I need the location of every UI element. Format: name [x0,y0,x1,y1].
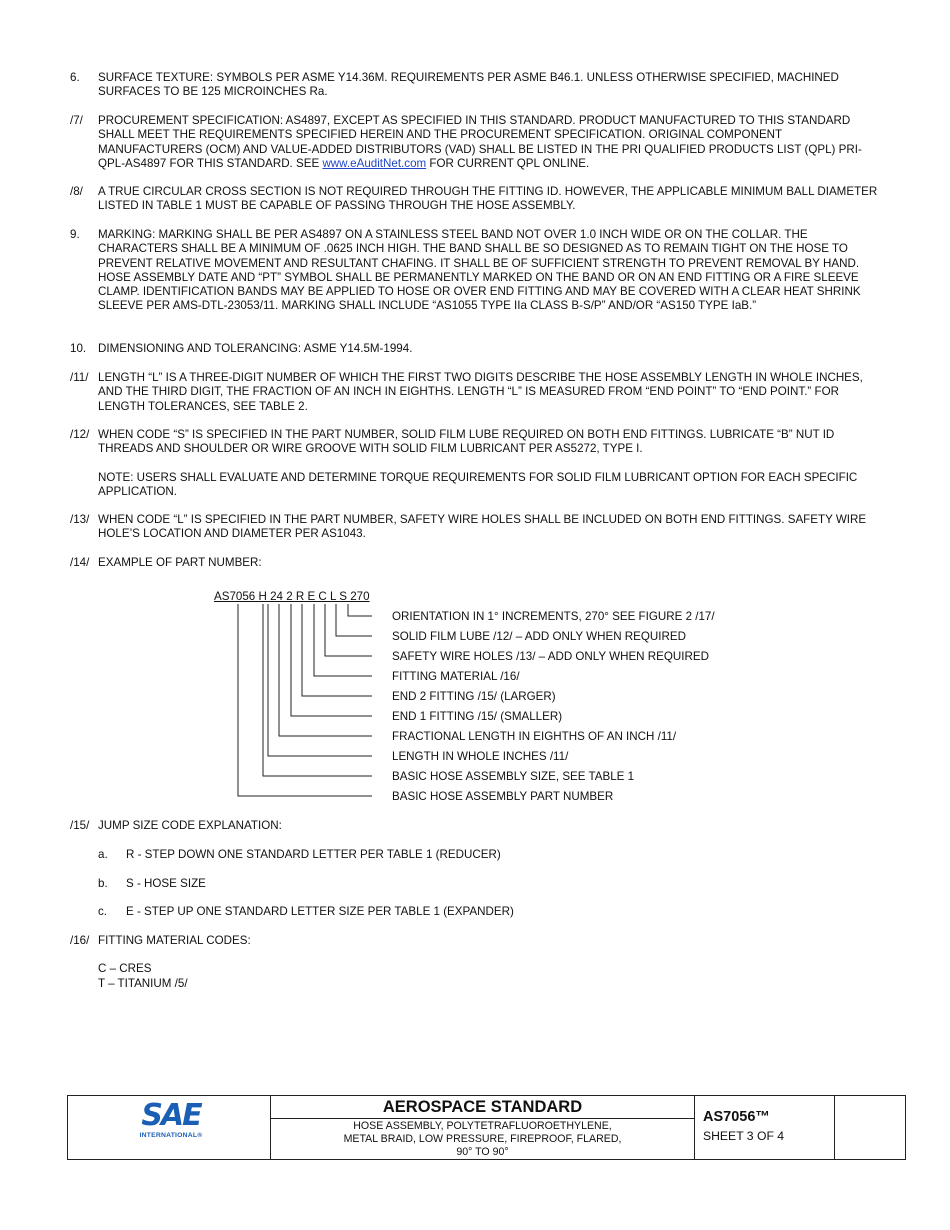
note-number: /16/ [70,934,90,947]
document-id: AS7056™ [703,1109,770,1125]
legend-whole-length: LENGTH IN WHOLE INCHES /11/ [392,750,569,763]
blank-cell [835,1096,907,1159]
note-12-subnote: NOTE: USERS SHALL EVALUATE AND DETERMINE TORQUE REQUIREMENTS FOR SOLID FILM LUBRICANT OPTION FOR EACH SPECIFIC APPLICATION. [98,470,858,498]
sheet-number: SHEET 3 OF 4 [703,1129,785,1143]
note-text: WHEN CODE “S” IS SPECIFIED IN THE PART NUMBER, SOLID FILM LUBE REQUIRED ON BOTH END FITTINGS. LUBRICATE “B” NUT ID THREADS AND SHOULDER OR WIRE GROOVE WITH SOLID FILM LUBRICANT PER AS5272, TYPE I. [98,428,835,456]
leader-fitting-material [314,604,372,676]
note-number: /7/ [70,114,83,127]
part-number-example: AS7056 H 24 2 R E C L S 270 [214,590,370,603]
item-letter: c. [98,905,108,918]
sae-logo [136,1098,206,1140]
material-code-cres: C – CRES [98,962,152,976]
leader-whole-length [268,604,372,756]
description-line: METAL BRAID, LOW PRESSURE, FIREPROOF, FLARED, [343,1133,622,1145]
note-15 [70,819,880,833]
legend-end2-fitting: END 2 FITTING /15/ (LARGER) [392,690,556,703]
note-text: FITTING MATERIAL CODES: [98,934,251,947]
description-line: 90° TO 90° [456,1146,509,1158]
note-text: JUMP SIZE CODE EXPLANATION: [98,819,282,832]
legend-fitting-material: FITTING MATERIAL /16/ [392,670,520,683]
note-number: /14/ [70,556,90,569]
note-15-item-b [98,877,206,891]
note-number: 9. [70,228,80,241]
legend-orientation: ORIENTATION IN 1° INCREMENTS, 270° SEE FIGURE 2 /17/ [392,610,715,623]
sae-logo-mark: SAE [141,1098,201,1133]
item-text: S - HOSE SIZE [126,877,206,890]
standard-title: AEROSPACE STANDARD [271,1096,694,1119]
note-text: SURFACE TEXTURE: SYMBOLS PER ASME Y14.36M. REQUIREMENTS PER ASME B46.1. UNLESS OTHERWISE SPECIFIED, MACHINED SURFACES TO BE 125 MICROINCHES Ra. [98,71,839,99]
note-number: /13/ [70,513,90,526]
legend-end1-fitting: END 1 FITTING /15/ (SMALLER) [392,710,563,723]
logo-cell [68,1096,271,1159]
note-text: LENGTH “L” IS A THREE-DIGIT NUMBER OF WHICH THE FIRST TWO DIGITS DESCRIBE THE HOSE ASSEMBLY LENGTH IN WHOLE INCHES, AND THE THIRD DIGIT, THE FRACTION OF AN INCH IN EIGHTHS. LENGTH “L” IS MEASURED FROM “END POINT” TO “END POINT.” FOR LENGTH TOLERANCES, SEE TABLE 2. [98,371,863,413]
standard-description [271,1119,694,1159]
material-code-titanium: T – TITANIUM /5/ [98,976,188,990]
note-text: DIMENSIONING AND TOLERANCING: ASME Y14.5M-1994. [98,342,413,355]
legend-basic-part-number: BASIC HOSE ASSEMBLY PART NUMBER [392,790,614,803]
note-text: MARKING: MARKING SHALL BE PER AS4897 ON A STAINLESS STEEL BAND NOT OVER 1.0 INCH WIDE OR ON THE COLLAR. THE CHARACTERS SHALL BE A MINIMUM OF .0625 INCH HIGH. THE BAND SHALL BE SO DESIGNED AS TO REMAIN TIGHT ON THE HOSE TO PREVENT RELATIVE MOVEMENT AND RESULTANT CHAFING. IT SHALL BE OF SUFFICIENT STRENGTH TO PREVENT REMOVAL BY HAND. HOSE ASSEMBLY DATE AND “PT” SYMBOL SHALL BE PERMANENTLY MARKED ON THE BAND OR ON AN END FITTING OR A FIRE SLEEVE CLAMP. IDENTIFICATION BANDS MAY BE APPLIED TO HOSE OR OVER END FITTING AND MAY BE COVERED WITH A CLEAR HEAT SHRINK SLEEVE PER AMS-DTL-23053/11. MARKING SHALL INCLUDE “AS1055 TYPE IIa CLASS B-S/P” AND/OR “AS150 TYPE IaB.” [98,228,861,313]
note-text: WHEN CODE “L” IS SPECIFIED IN THE PART NUMBER, SAFETY WIRE HOLES SHALL BE INCLUDED ON BOTH END FITTINGS. SAFETY WIRE HOLE’S LOCATION AND DIAMETER PER AS1043. [98,513,867,541]
standard-cell [271,1096,695,1159]
note-text-part: FOR CURRENT QPL ONLINE. [426,156,590,170]
leader-end1-fitting [291,604,372,716]
leader-orientation [348,604,372,616]
note-number: /8/ [70,185,83,198]
legend-solid-film-lube: SOLID FILM LUBE /12/ – ADD ONLY WHEN REQUIRED [392,630,686,643]
description-line: HOSE ASSEMBLY, POLYTETRAFLUOROETHYLENE, [353,1120,612,1132]
note-number: /11/ [70,371,89,384]
note-number: /15/ [70,819,90,832]
note-number: 6. [70,71,80,84]
legend-safety-wire-holes: SAFETY WIRE HOLES /13/ – ADD ONLY WHEN REQUIRED [392,650,709,663]
leader-basic-part [238,604,372,796]
leader-end2-fitting [302,604,372,696]
note-text-part: PROCUREMENT SPECIFICATION: AS4897, EXCEPT AS SPECIFIED IN THIS STANDARD. PRODUCT MANUFACTURED TO THIS STANDARD SHALL MEET THE REQUIREMENTS SPECIFIED HEREIN AND THE PROCUREMENT SPECIFICATION. ORIGINAL COMPONENT MANUFACTURERS (OCM) AND VALUE-ADDED DISTRIBUTORS (VAD) SHALL BE LISTED IN THE PRI QUALIFIED PRODUCTS LIST (QPL) PRI-QPL-AS4897 FOR THIS STANDARD. SEE [98,114,862,170]
legend-hose-size: BASIC HOSE ASSEMBLY SIZE, SEE TABLE 1 [392,770,635,783]
document-id-cell [695,1096,835,1159]
item-text: R - STEP DOWN ONE STANDARD LETTER PER TABLE 1 (REDUCER) [126,848,501,861]
sae-logo-subtitle: INTERNATIONAL® [139,1132,203,1139]
item-text: E - STEP UP ONE STANDARD LETTER SIZE PER TABLE 1 (EXPANDER) [126,905,514,918]
eauditnet-link[interactable]: www.eAuditNet.com [322,156,427,170]
item-letter: b. [98,877,108,890]
note-15-item-a [98,848,501,862]
note-16 [70,934,880,991]
title-block [67,1095,906,1160]
note-text: EXAMPLE OF PART NUMBER: [98,556,262,569]
note-number: /12/ [70,428,90,441]
note-15-item-c [98,905,514,919]
note-number: 10. [70,342,87,355]
note-text: A TRUE CIRCULAR CROSS SECTION IS NOT REQUIRED THROUGH THE FITTING ID. HOWEVER, THE APPLICABLE MINIMUM BALL DIAMETER LISTED IN TABLE 1 MUST BE CAPABLE OF PASSING THROUGH THE HOSE ASSEMBLY. [98,185,878,213]
leader-solid-film-lube [336,604,372,636]
item-letter: a. [98,848,108,861]
legend-fractional-length: FRACTIONAL LENGTH IN EIGHTHS OF AN INCH /11/ [392,730,677,743]
